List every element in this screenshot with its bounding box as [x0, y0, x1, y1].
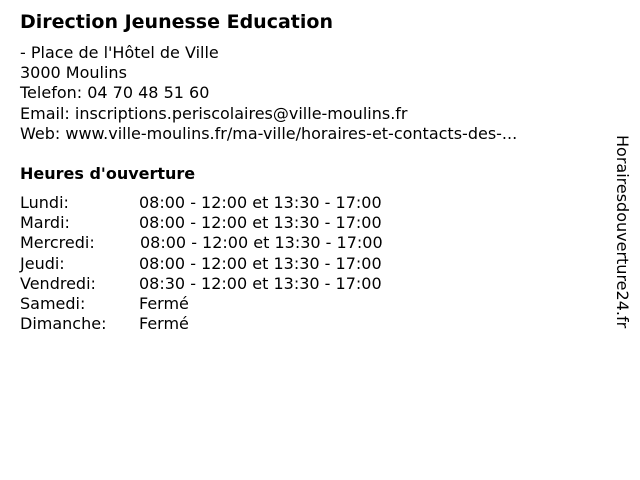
phone-line: Telefon: 04 70 48 51 60 [20, 83, 210, 103]
contact-info [20, 43, 517, 144]
time-value: 08:00 - 12:00 et 13:30 - 17:00 [139, 193, 382, 212]
email-line: Email: inscriptions.periscolaires@ville-moulins.fr [20, 103, 408, 123]
day-label: Mercredi: [20, 233, 95, 253]
page-title: Direction Jeunesse Education [20, 11, 333, 33]
time-value: Fermé [139, 314, 189, 334]
time-value: 08:00 - 12:00 et 13:30 - 17:00 [139, 213, 382, 233]
city-line: 3000 Moulins [20, 63, 127, 83]
day-label: Samedi: [20, 293, 86, 313]
day-label: Vendredi: [20, 273, 96, 293]
site-watermark: Horairesdouverture24.fr [613, 135, 632, 329]
web-line: Web: www.ville-moulins.fr/ma-ville/horaires-et-contacts-des-... [20, 123, 518, 143]
time-value: 08:00 - 12:00 et 13:30 - 17:00 [140, 233, 383, 253]
time-value: 08:00 - 12:00 et 13:30 - 17:00 [139, 253, 382, 273]
time-value: 08:30 - 12:00 et 13:30 - 17:00 [139, 273, 382, 293]
day-label: Dimanche: [20, 314, 107, 334]
opening-hours-heading: Heures d'ouverture [20, 164, 196, 183]
day-label: Mardi: [20, 213, 70, 233]
day-label: Jeudi: [20, 253, 65, 273]
address-line: - Place de l'Hôtel de Ville [20, 43, 219, 62]
day-label: Lundi: [20, 193, 69, 212]
time-value: Fermé [139, 293, 189, 313]
